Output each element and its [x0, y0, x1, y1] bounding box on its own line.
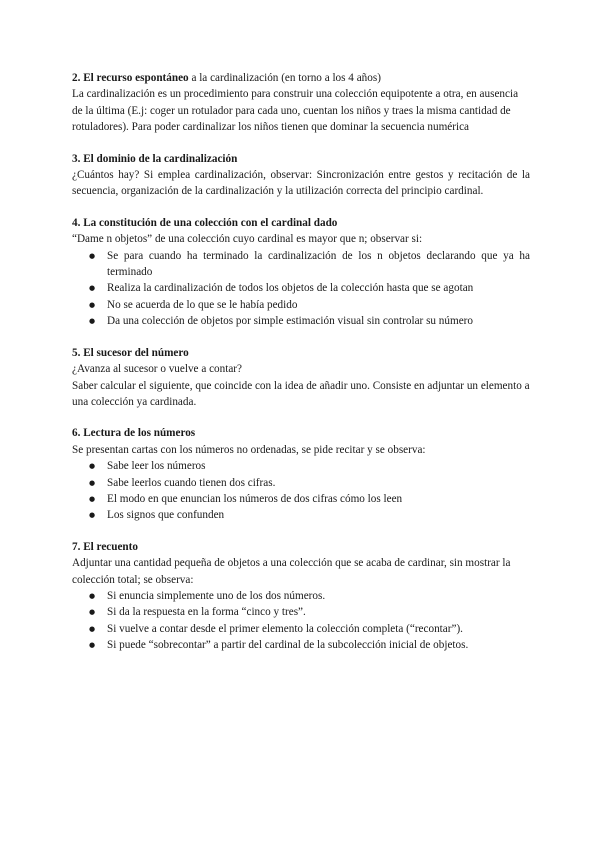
section-dominio-cardinalizacion — [72, 151, 530, 200]
section-heading — [72, 215, 530, 231]
list-item: ● Sabe leerlos cuando tienen dos cifras. — [72, 475, 530, 491]
list-item: ● Realiza la cardinalización de todos los objetos de la colección hasta que se agotan — [72, 280, 530, 296]
section-recuento — [72, 539, 530, 654]
list-item: ● Si puede “sobrecontar” a partir del cardinal de la subcolección inicial de objetos. — [72, 637, 530, 653]
section-sucesor-numero — [72, 345, 530, 411]
heading-bold: 5. El sucesor del número — [72, 346, 189, 359]
heading-bold: 2. El recurso espontáneo — [72, 72, 189, 84]
list-item: ● El modo en que enuncian los números de dos cifras cómo los leen — [72, 491, 530, 507]
heading-bold: 7. El recuento — [72, 540, 138, 553]
list-item: ● Da una colección de objetos por simple estimación visual sin controlar su número — [72, 313, 530, 329]
section-lectura-numeros — [72, 425, 530, 523]
section-heading — [72, 425, 530, 441]
section-heading — [72, 70, 530, 86]
document-page — [72, 70, 530, 669]
list-item: ● Si da la respuesta en la forma “cinco y tres”. — [72, 604, 530, 620]
list-item: ● No se acuerda de lo que se le había pedido — [72, 297, 530, 313]
heading-rest: a la cardinalización (en torno a los 4 años) — [188, 72, 381, 84]
section-paragraph: La cardinalización es un procedimiento para construir una colección equipotente a otra, en ausencia de la última (E.j: coger un rotulador para cada uno, cuentan los niños y traes la misma cantidad de rotuladores). Para poder cardinalizar los niños tienen que dominar la secuencia numérica — [72, 88, 519, 134]
heading-bold: 4. La constitución de una colección con el cardinal dado — [72, 216, 338, 229]
section-heading — [72, 151, 530, 167]
heading-bold: 3. El dominio de la cardinalización — [72, 152, 238, 165]
bullet-list — [72, 588, 530, 654]
bullet-list — [72, 458, 530, 524]
bullet-list — [72, 248, 530, 330]
section-heading — [72, 345, 530, 361]
list-item: ● Sabe leer los números — [72, 458, 530, 474]
section-paragraph: ¿Avanza al sucesor o vuelve a contar? — [72, 363, 243, 376]
list-item: ● Los signos que confunden — [72, 507, 530, 523]
section-paragraph: Adjuntar una cantidad pequeña de objetos a una colección que se acaba de cardinar, sin mostrar la colección total; se observa: — [72, 557, 511, 586]
section-paragraph: Se presentan cartas con los números no ordenadas, se pide recitar y se observa: — [72, 443, 426, 456]
list-item: ● Si vuelve a contar desde el primer elemento la colección completa (“recontar”). — [72, 621, 530, 637]
section-paragraph: “Dame n objetos” de una colección cuyo cardinal es mayor que n; observar si: — [72, 233, 423, 246]
section-paragraph: ¿Cuántos hay? Si emplea cardinalización, observar: Sincronización entre gestos y recitación de la secuencia, organización de la cardinalización y la utilización correcta del principio cardinal. — [72, 169, 530, 198]
section-constitucion-coleccion — [72, 215, 530, 330]
list-item: ● Si enuncia simplemente uno de los dos números. — [72, 588, 530, 604]
section-heading — [72, 539, 530, 555]
section-paragraph: Saber calcular el siguiente, que coincide con la idea de añadir uno. Consiste en adjuntar un elemento a una colección ya cardinada. — [72, 379, 530, 408]
heading-bold: 6. Lectura de los números — [72, 427, 196, 440]
list-item: ● Se para cuando ha terminado la cardinalización de los n objetos declarando que ya ha terminado — [72, 248, 530, 281]
section-recurso-espontaneo — [72, 70, 530, 136]
